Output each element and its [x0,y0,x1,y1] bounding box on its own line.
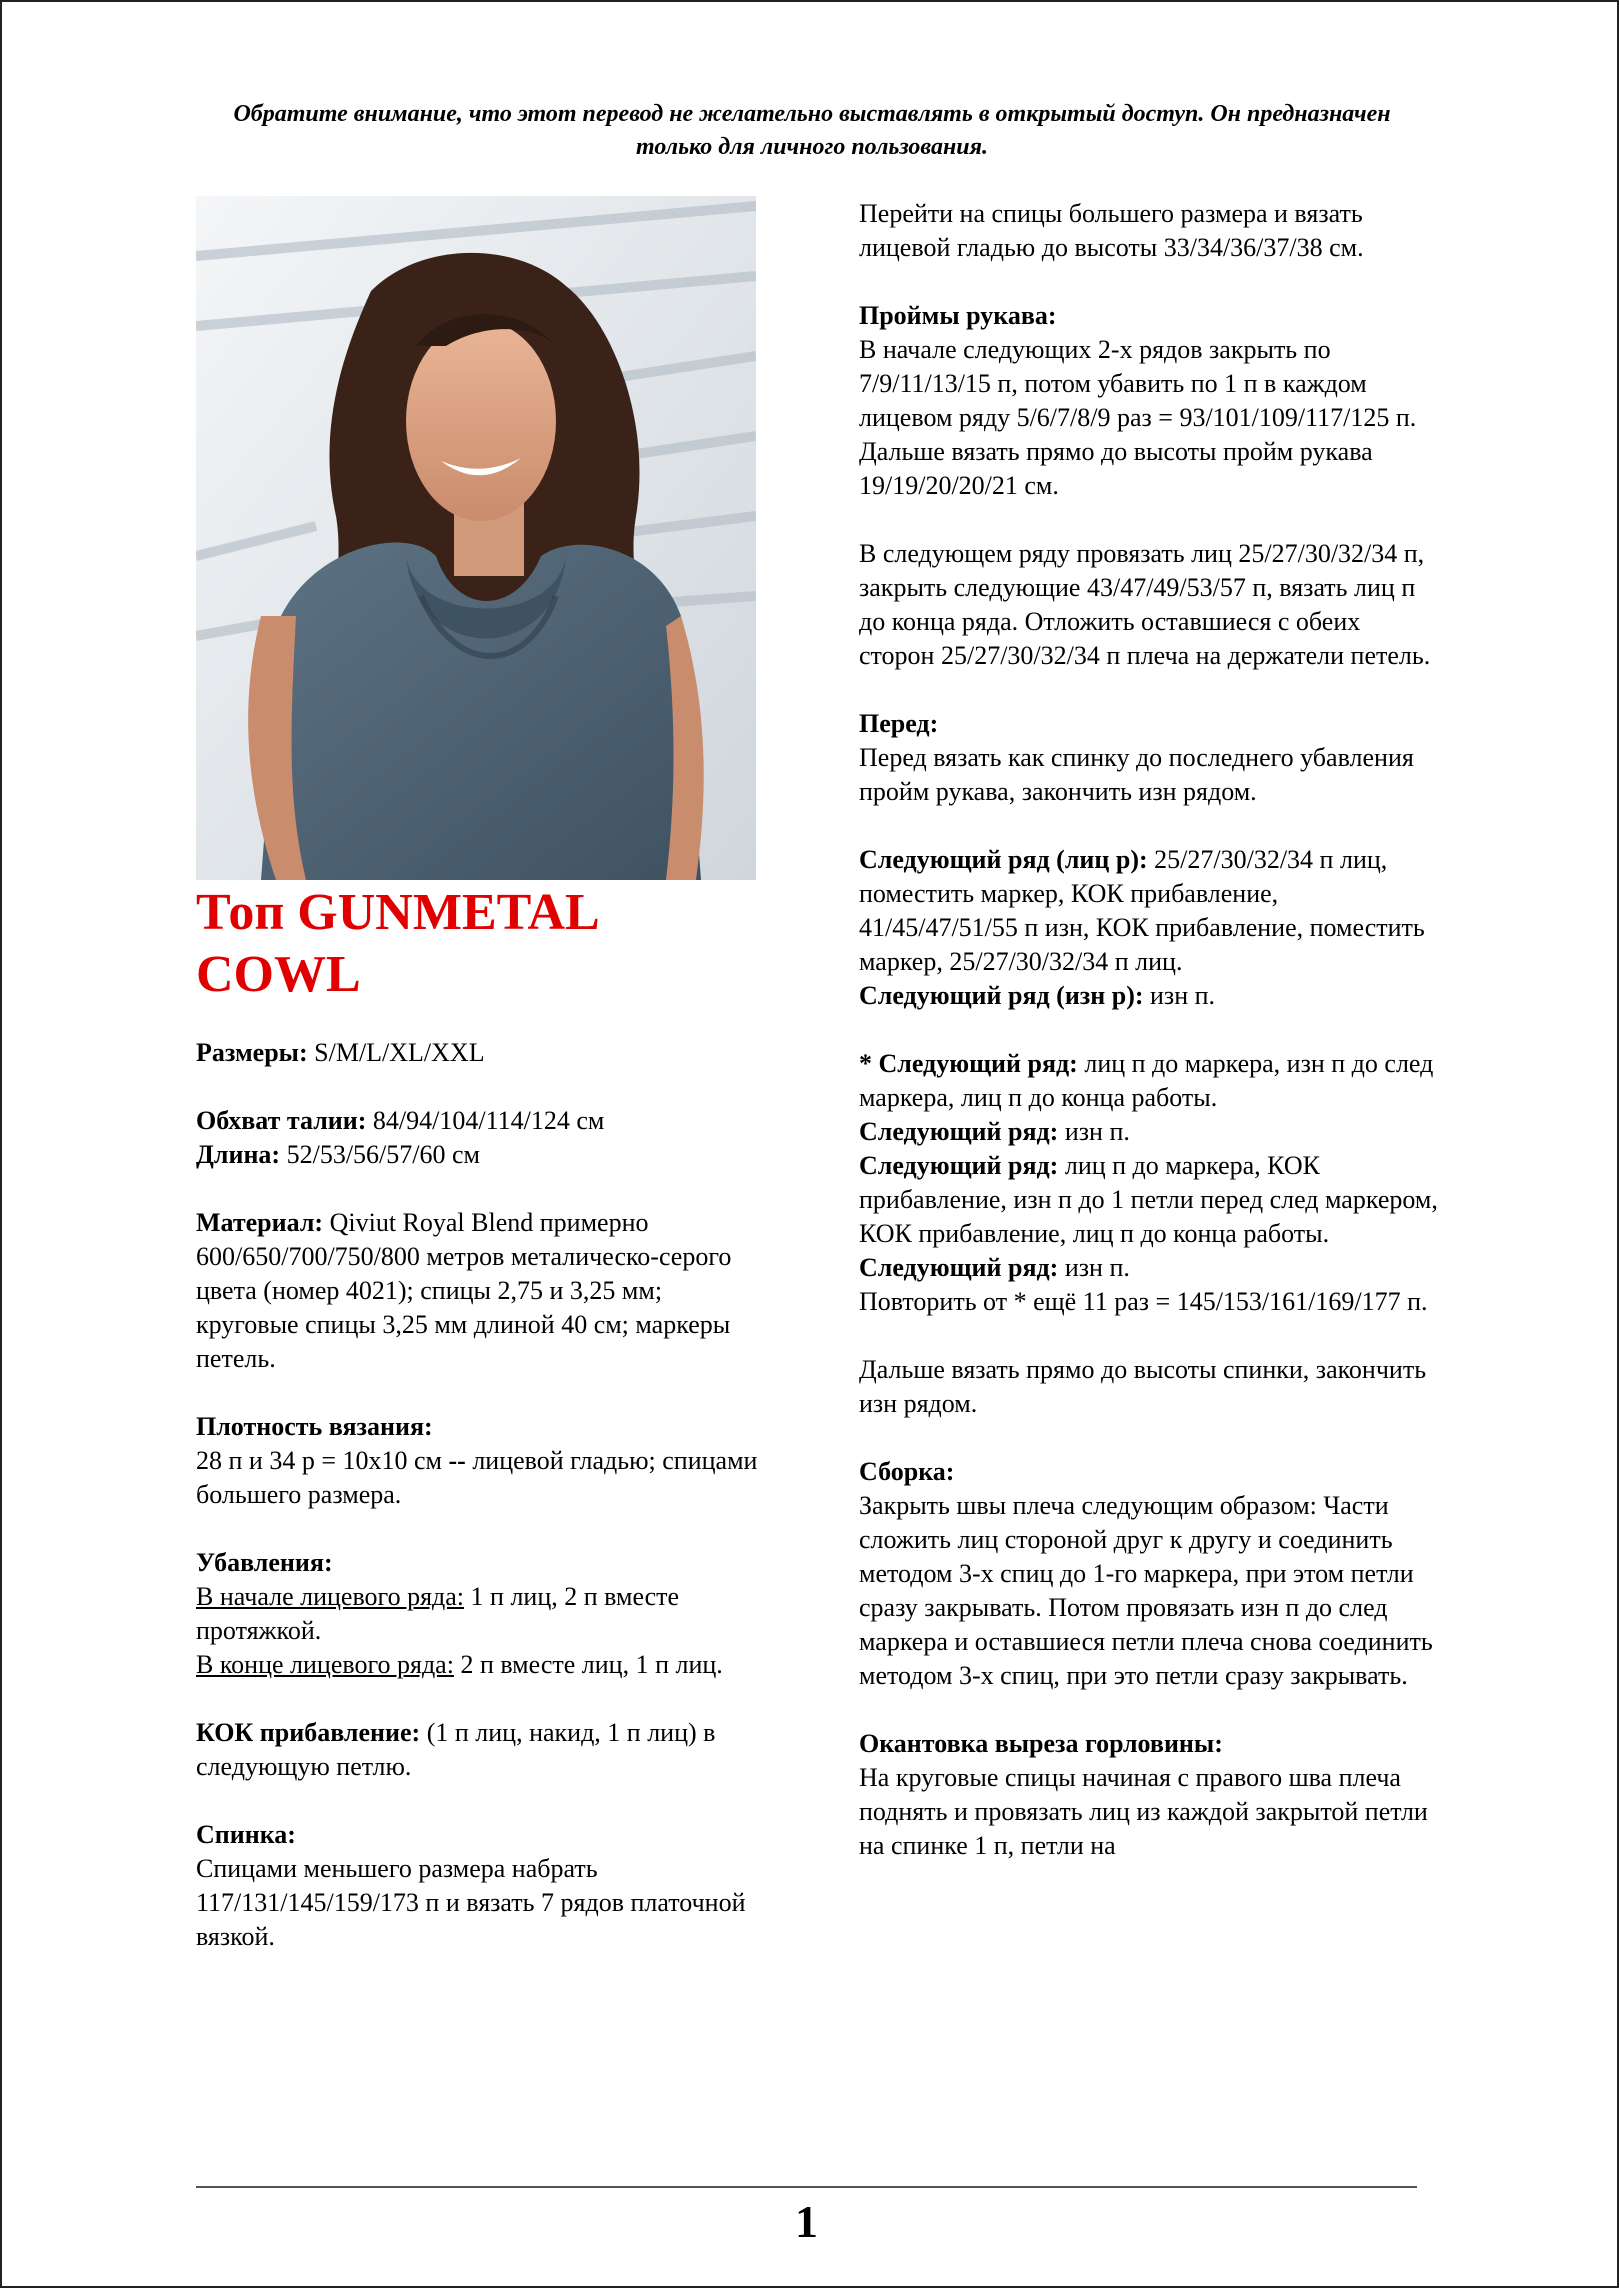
length-paragraph [196,1138,771,1172]
model-photo [196,196,756,880]
row-rs-label: Следующий ряд (лиц р): [859,845,1148,874]
front-paragraph [859,707,1439,809]
sizes-value: S/M/L/XL/XXL [307,1038,485,1067]
gauge-value-b: лицевой гладью; спицами большего размера. [196,1446,758,1509]
decreases-label: Убавления: [196,1548,333,1577]
gauge-paragraph [196,1410,771,1512]
material-label: Материал: [196,1208,324,1237]
armhole-paragraph [859,299,1439,503]
rep2-label: Следующий ряд: [859,1117,1059,1146]
footer-divider [196,2186,1417,2188]
rep4-value: изн п. [1058,1253,1130,1282]
row-ws-label: Следующий ряд (изн р): [859,981,1144,1010]
row-ws-value: изн п. [1143,981,1216,1010]
length-label: Длина: [196,1140,281,1169]
repeat-value: Повторить от * ещё 11 раз = 145/153/161/169/177 п. [859,1287,1428,1316]
rep3-label: Следующий ряд: [859,1151,1059,1180]
length-value: 52/53/56/57/60 см [280,1140,480,1169]
waist-label: Обхват талии: [196,1106,367,1135]
gauge-dash: -- [448,1446,466,1475]
pattern-title-line1: Топ GUNMETAL [196,884,600,941]
kok-paragraph [196,1716,771,1784]
kok-value: (1 п лиц, накид, 1 п лиц) в следующую петлю. [196,1718,716,1781]
rep1-label: * Следующий ряд: [859,1049,1078,1078]
rep1-value: лиц п до маркера, изн п до след маркера, лиц п до конца работы. [859,1049,1434,1112]
pattern-title [196,882,776,1006]
back-value: Спицами меньшего размера набрать 117/131/145/159/173 п и вязать 7 рядов платочной вязкой. [196,1854,746,1951]
page-number: 1 [795,2196,818,2247]
right-column [859,197,1439,1863]
rep3-value: лиц п до маркера, КОК прибавление, изн п до 1 петли перед след маркером, КОК прибавление, лиц п до конца работы. [859,1151,1438,1248]
larger-needles-paragraph: Перейти на спицы большего размера и вязать лицевой гладью до высоты 33/34/36/37/38 см. [859,199,1364,262]
assembly-label: Сборка: [859,1457,955,1486]
neckband-paragraph [859,1727,1439,1863]
assembly-value: Закрыть швы плеча следующим образом: Части сложить лиц стороной друг к другу и соединить методом 3-х спиц до 1-го маркера, при этом петли сразу закрывать. Потом провязать изн п до след маркера и оставшиеся петли плеча снова соединить методом 3-х спиц, при это петли сразу закрывать. [859,1491,1433,1690]
dec-start-value: 1 п лиц, 2 п вместе протяжкой. [196,1582,680,1645]
waist-paragraph [196,1104,771,1138]
front-rows-paragraph [859,843,1439,1013]
repeat-rows-paragraph [859,1047,1439,1319]
row-rs-value: 25/27/30/32/34 п лиц, поместить маркер, КОК прибавление, 41/45/47/51/55 п изн, КОК прибавление, поместить маркер, 25/27/30/32/34 п лиц. [859,845,1425,976]
rep4-label: Следующий ряд: [859,1253,1059,1282]
private-use-notice: Обратите внимание, что этот перевод не желательно выставлять в открытый доступ. Он предназначен только для личного пользования. [233,101,1391,160]
dec-end-label: В конце лицевого ряда: [196,1650,454,1679]
armhole-value: В начале следующих 2-х рядов закрыть по 7/9/11/13/15 п, потом убавить по 1 п в каждом лицевом ряду 5/6/7/8/9 раз = 93/101/109/117/125 п. Дальше вязать прямо до высоты пройм рукава 19/19/20/20/21 см. [859,335,1417,500]
pattern-title-line2: COWL [196,946,361,1003]
front-value: Перед вязать как спинку до последнего убавления пройм рукава, закончить изн рядом. [859,743,1414,806]
material-value: Qiviut Royal Blend примерно 600/650/700/750/800 метров металическо-серого цвета (номер 4021); спицы 2,75 и 3,25 мм; круговые спицы 3,25 мм длиной 40 см; маркеры петель. [196,1208,732,1373]
straight-paragraph: Дальше вязать прямо до высоты спинки, закончить изн рядом. [859,1355,1427,1418]
gauge-value-a: 28 п и 34 р = 10x10 см [196,1446,449,1475]
back-paragraph [196,1818,771,1954]
neckband-label: Окантовка выреза горловины: [859,1729,1223,1758]
decreases-paragraph [196,1546,771,1682]
sizes-paragraph [196,1036,771,1070]
neckband-value: На круговые спицы начиная с правого шва плеча поднять и провязать лиц из каждой закрытой петли на спинке 1 п, петли на [859,1763,1428,1860]
sizes-label: Размеры: [196,1038,308,1067]
armhole-label: Проймы рукава: [859,301,1057,330]
kok-label: КОК прибавление: [196,1718,421,1747]
model-photo-illustration [196,196,756,880]
assembly-paragraph [859,1455,1439,1693]
shoulders-paragraph: В следующем ряду провязать лиц 25/27/30/32/34 п, закрыть следующие 43/47/49/53/57 п, вязать лиц п до конца ряда. Отложить оставшиеся с обеих сторон 25/27/30/32/34 п плеча на держатели петель. [859,539,1431,670]
material-paragraph [196,1206,771,1376]
left-column [196,1036,771,1988]
dec-end-value: 2 п вместе лиц, 1 п лиц. [453,1650,723,1679]
front-label: Перед: [859,709,939,738]
dec-start-label: В начале лицевого ряда: [196,1582,465,1611]
back-label: Спинка: [196,1820,296,1849]
waist-value: 84/94/104/114/124 см [366,1106,605,1135]
rep2-value: изн п. [1058,1117,1130,1146]
gauge-label: Плотность вязания: [196,1412,433,1441]
